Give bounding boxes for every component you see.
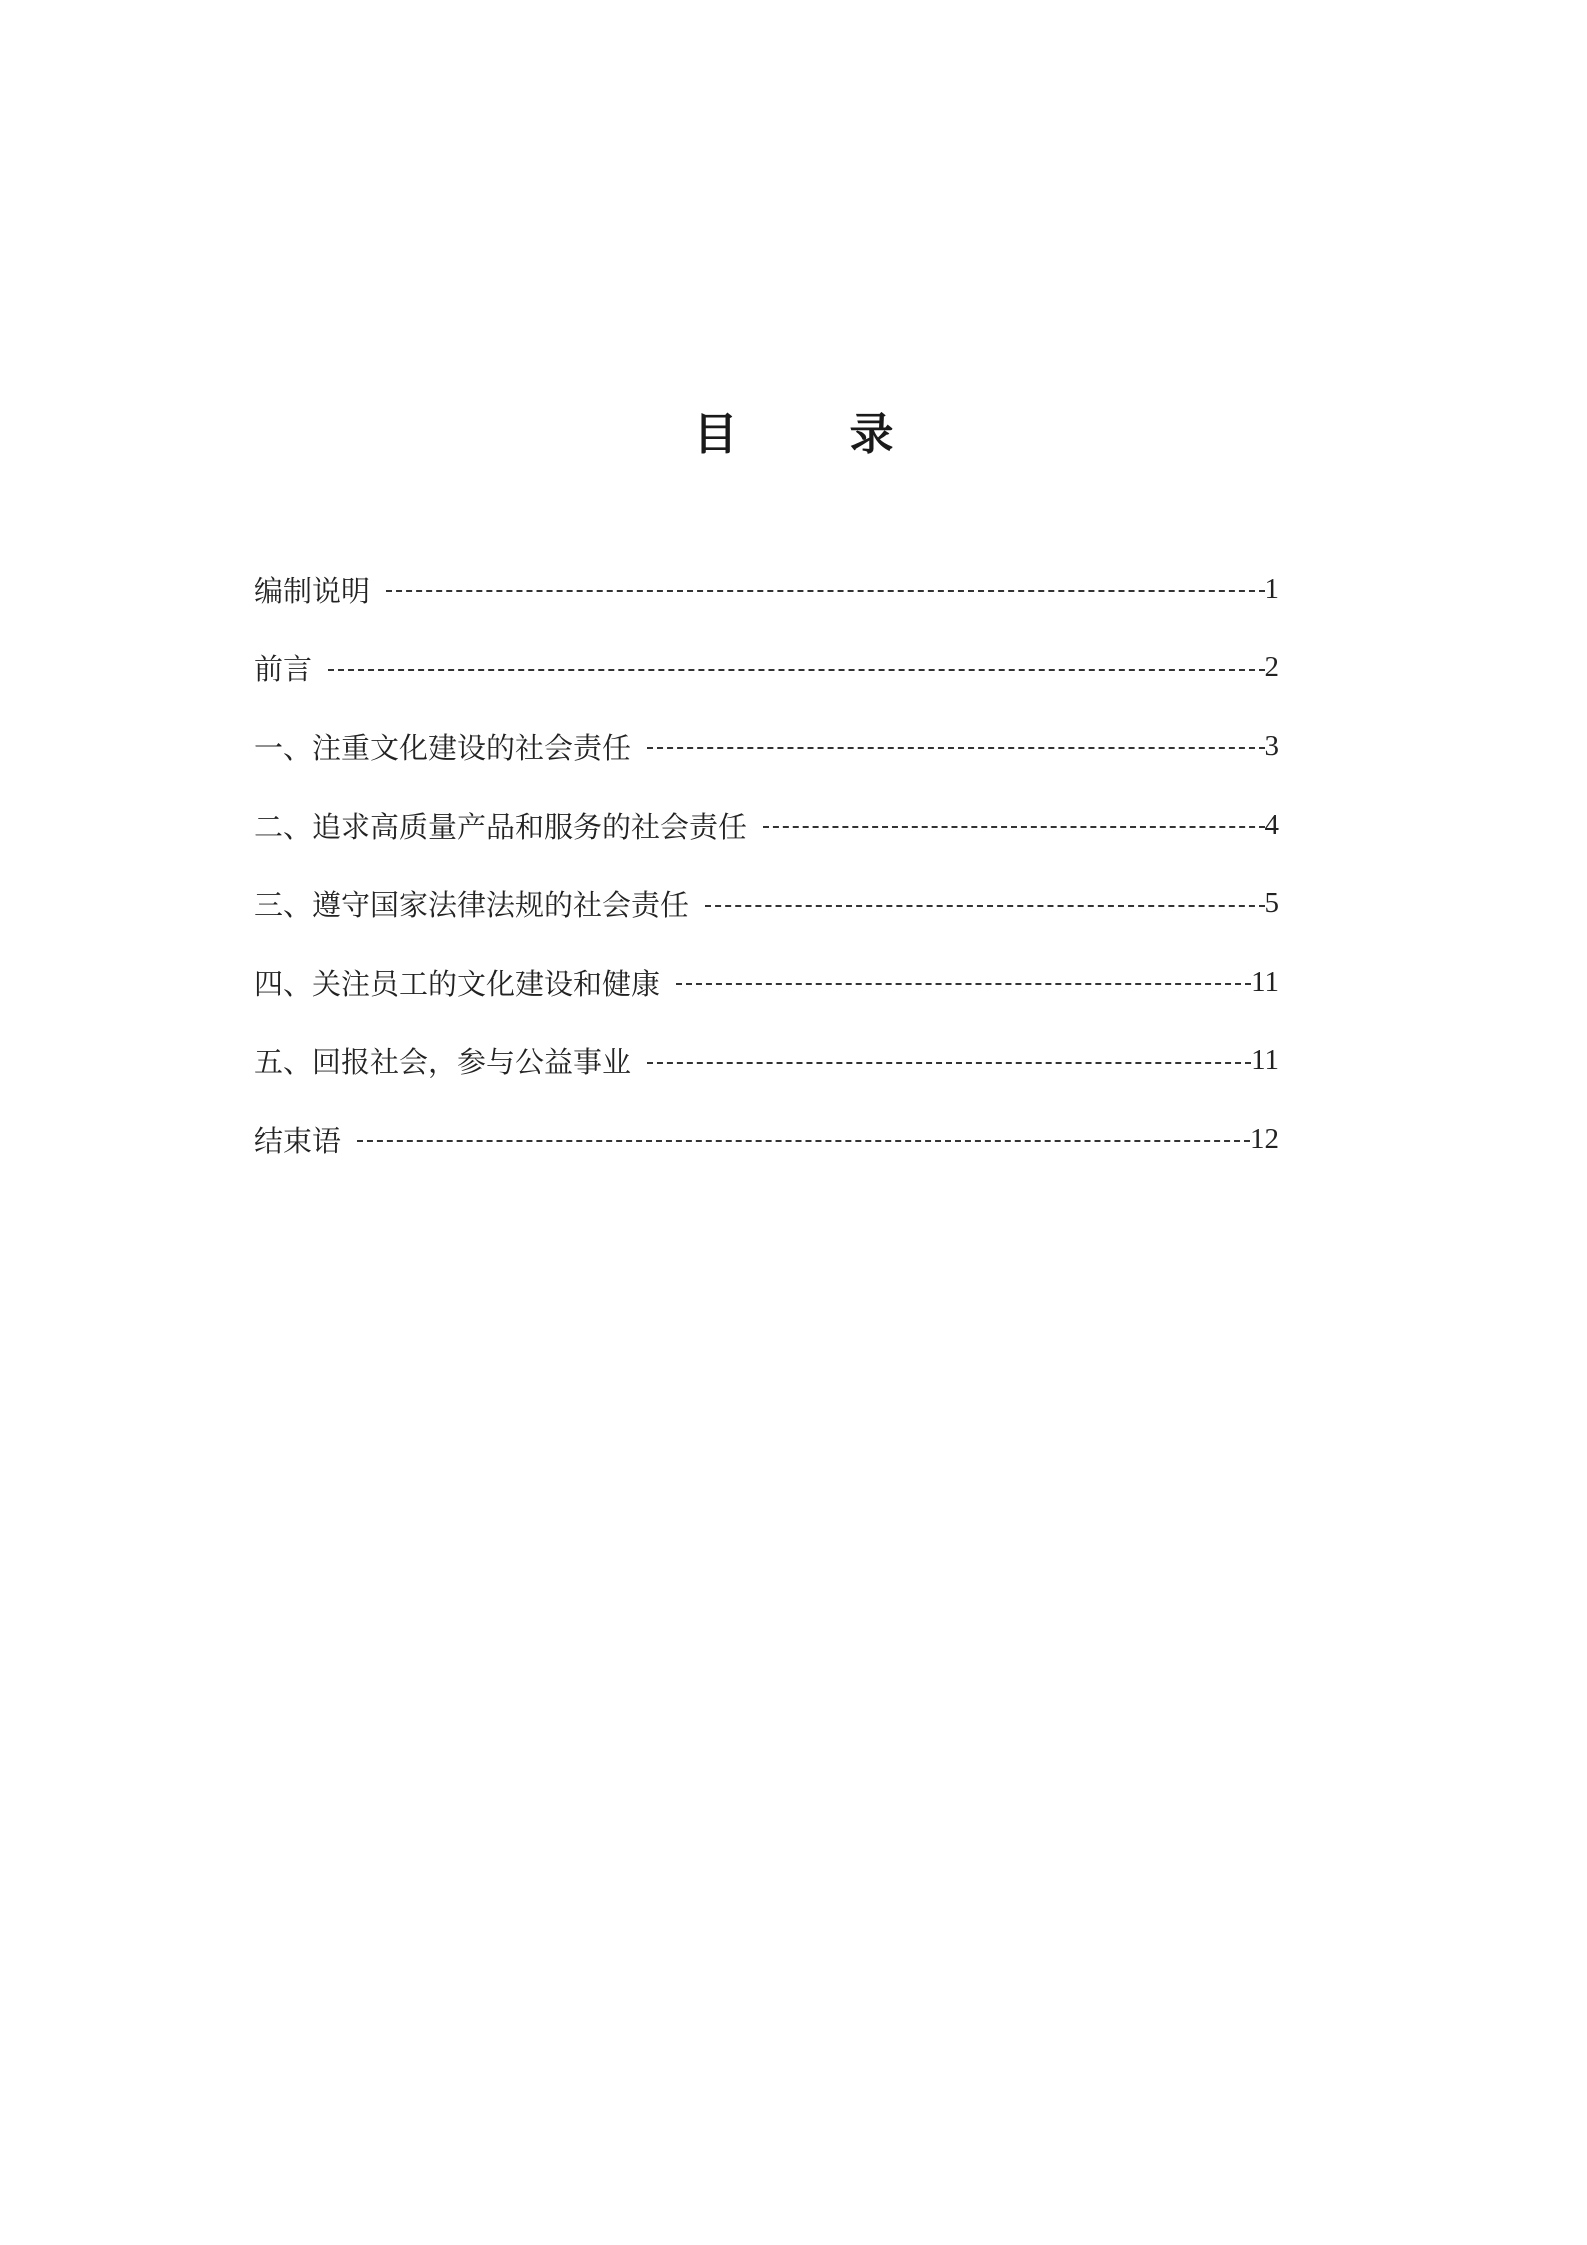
toc-entry-page-number: 11: [1251, 965, 1279, 998]
toc-entry[interactable]: [254, 943, 1279, 1022]
toc-entry-page-number: 4: [1264, 808, 1279, 841]
toc-leader-line: [676, 983, 1251, 985]
toc-entry-label: 四、关注员工的文化建设和健康: [254, 966, 661, 1001]
table-of-contents: [254, 550, 1279, 1179]
toc-leader-line: [705, 905, 1264, 907]
toc-entry-label: 五、回报社会，参与公益事业: [254, 1045, 632, 1080]
toc-entry[interactable]: [254, 629, 1279, 708]
toc-entry-page-number: 2: [1264, 651, 1279, 684]
toc-leader-line: [647, 1062, 1251, 1064]
toc-entry-label: 结束语: [254, 1123, 342, 1158]
toc-leader-line: [357, 1140, 1250, 1142]
toc-entry-label: 一、注重文化建设的社会责任: [254, 730, 632, 765]
toc-entry-label: 三、遵守国家法律法规的社会责任: [254, 888, 690, 923]
toc-entry-page-number: 1: [1264, 572, 1279, 605]
toc-entry[interactable]: [254, 1100, 1279, 1179]
toc-entry[interactable]: [254, 550, 1279, 629]
toc-entry-page-number: 5: [1264, 887, 1279, 920]
toc-leader-line: [328, 669, 1264, 671]
toc-entry[interactable]: [254, 1022, 1279, 1101]
toc-leader-line: [647, 747, 1264, 749]
toc-entry-label: 编制说明: [254, 573, 371, 608]
toc-entry[interactable]: [254, 707, 1279, 786]
toc-title: 目 录: [693, 409, 928, 460]
toc-leader-line: [386, 590, 1264, 592]
toc-entry-label: 二、追求高质量产品和服务的社会责任: [254, 809, 748, 844]
toc-leader-line: [763, 826, 1264, 828]
toc-entry-page-number: 12: [1250, 1122, 1279, 1155]
toc-entry[interactable]: [254, 864, 1279, 943]
toc-entry-page-number: 3: [1264, 729, 1279, 762]
toc-entry-label: 前言: [254, 652, 313, 687]
toc-entry[interactable]: [254, 786, 1279, 865]
toc-entry-page-number: 11: [1251, 1044, 1279, 1077]
